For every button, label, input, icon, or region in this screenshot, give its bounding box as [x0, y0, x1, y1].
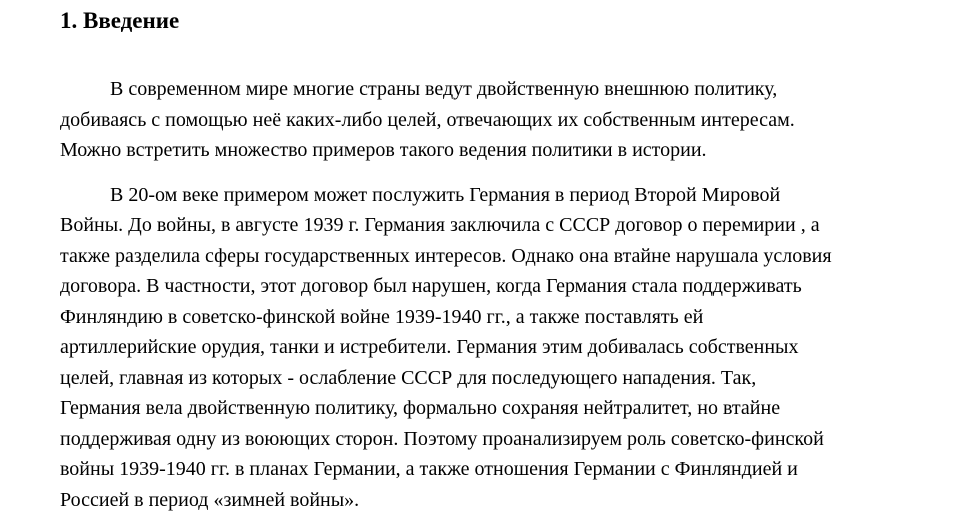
document-page — [60, 6, 940, 515]
paragraph-line: артиллерийские орудия, танки и истребители. Германия этим добивалась собственных — [60, 336, 799, 358]
paragraph-line: договора. В частности, этот договор был нарушен, когда Германия стала поддерживать — [60, 275, 802, 297]
paragraph-line: войны 1939-1940 гг. в планах Германии, а также отношения Германии с Финляндией и — [60, 458, 798, 480]
paragraph-germany-example — [60, 180, 940, 516]
paragraph-line: Финляндию в советско-финской войне 1939-1940 гг., а также поставлять ей — [60, 305, 704, 328]
section-heading: 1. Введение — [60, 8, 180, 33]
paragraph-line: также разделила сферы государственных интересов. Однако она втайне нарушала условия — [60, 244, 832, 267]
paragraph-line: В современном мире многие страны ведут двойственную внешнюю политику, — [110, 78, 778, 100]
paragraph-line: Войны. До войны, в августе 1939 г. Германия заключила с СССР договор о перемирии , а — [60, 214, 820, 236]
paragraph-line: Россией в период «зимней войны». — [60, 488, 360, 511]
paragraph-line: добиваясь с помощью неё каких-либо целей, отвечающих их собственным интересам. — [60, 108, 795, 131]
paragraph-line: поддерживая одну из воюющих сторон. Поэтому проанализируем роль советско-финской — [60, 427, 824, 450]
paragraph-line: Можно встретить множество примеров такого ведения политики в истории. — [60, 139, 707, 161]
paragraph-intro — [60, 74, 940, 166]
paragraph-line: Германия вела двойственную политику, формально сохраняя нейтралитет, но втайне — [60, 397, 781, 419]
paragraph-line: В 20-ом веке примером может послужить Германия в период Второй Мировой — [110, 183, 781, 206]
paragraph-line: целей, главная из которых - ослабление СССР для последующего нападения. Так, — [60, 366, 757, 389]
